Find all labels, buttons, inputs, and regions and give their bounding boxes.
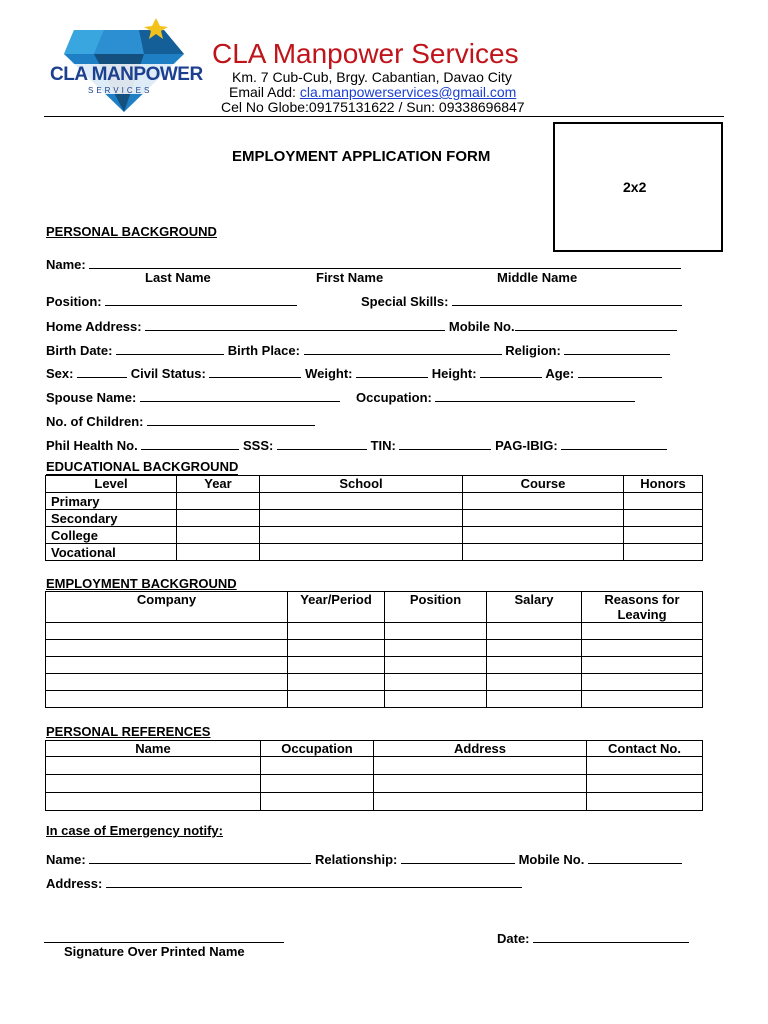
mobile-label: Mobile No. (448, 319, 515, 334)
education-header: Honors (624, 476, 703, 493)
education-level: College (46, 527, 177, 544)
table-cell[interactable] (624, 527, 703, 544)
employment-header: Salary (487, 592, 582, 623)
education-level: Vocational (46, 544, 177, 561)
table-row (46, 493, 703, 510)
table-row (46, 674, 703, 691)
special-skills-label: Special Skills: (361, 294, 449, 309)
employment-header: Position (385, 592, 487, 623)
employment-table (45, 591, 703, 708)
references-header: Contact No. (587, 741, 703, 757)
age-field[interactable] (578, 365, 662, 378)
table-cell[interactable] (624, 493, 703, 510)
company-email-line (229, 84, 516, 100)
employment-header: Company (46, 592, 288, 623)
employment-section-title: EMPLOYMENT BACKGROUND (46, 576, 237, 591)
education-table (45, 475, 703, 561)
table-cell[interactable] (463, 493, 624, 510)
references-section-title: PERSONAL REFERENCES (46, 724, 211, 739)
spouse-row (46, 389, 340, 405)
height-label: Height: (431, 366, 477, 381)
tin-field[interactable] (399, 437, 491, 450)
table-cell[interactable] (582, 674, 703, 691)
birth-date-field[interactable] (116, 342, 224, 355)
logo-text: CLA MANPOWER (50, 64, 203, 85)
date-label: Date: (497, 931, 530, 946)
table-cell[interactable] (46, 623, 288, 640)
education-level: Secondary (46, 510, 177, 527)
table-cell[interactable] (260, 493, 463, 510)
table-cell[interactable] (374, 775, 587, 793)
table-cell[interactable] (385, 674, 487, 691)
home-address-field[interactable] (145, 318, 445, 331)
company-phone: Cel No Globe:09175131622 / Sun: 09338696847 (221, 99, 525, 115)
special-skills-field[interactable] (452, 293, 682, 306)
children-field[interactable] (147, 413, 315, 426)
emergency-row (46, 851, 682, 867)
table-cell[interactable] (582, 623, 703, 640)
table-cell[interactable] (487, 691, 582, 708)
philhealth-label: Phil Health No. (46, 438, 138, 453)
children-label: No. of Children: (46, 414, 144, 429)
emergency-address-field[interactable] (106, 875, 522, 888)
pagibig-field[interactable] (561, 437, 667, 450)
table-row (46, 640, 703, 657)
spouse-field[interactable] (140, 389, 340, 402)
table-cell[interactable] (46, 657, 288, 674)
education-header: School (260, 476, 463, 493)
email-label: Email Add: (229, 84, 296, 100)
spouse-label: Spouse Name: (46, 390, 137, 405)
references-table (45, 740, 703, 811)
birth-place-label: Birth Place: (227, 343, 300, 358)
religion-label: Religion: (505, 343, 561, 358)
table-cell[interactable] (385, 623, 487, 640)
name-label: Name: (46, 257, 86, 272)
table-row (46, 527, 703, 544)
philhealth-field[interactable] (141, 437, 239, 450)
education-header: Year (177, 476, 260, 493)
pagibig-label: PAG-IBIG: (495, 438, 558, 453)
table-cell[interactable] (46, 691, 288, 708)
photo-box[interactable] (553, 122, 723, 252)
company-address: Km. 7 Cub-Cub, Brgy. Cabantian, Davao City (232, 69, 512, 85)
occupation-label: Occupation: (356, 390, 432, 405)
relationship-label: Relationship: (315, 852, 398, 867)
company-logo (44, 12, 204, 116)
home-address-row (46, 318, 677, 334)
civil-status-label: Civil Status: (130, 366, 206, 381)
religion-field[interactable] (564, 342, 670, 355)
first-name-caption: First Name (316, 270, 384, 285)
civil-status-field[interactable] (209, 365, 301, 378)
table-cell[interactable] (463, 527, 624, 544)
table-cell[interactable] (487, 674, 582, 691)
table-cell[interactable] (587, 775, 703, 793)
birth-date-label: Birth Date: (46, 343, 113, 358)
table-cell[interactable] (46, 640, 288, 657)
table-cell[interactable] (587, 793, 703, 811)
sex-label: Sex: (46, 366, 74, 381)
education-section-title: EDUCATIONAL BACKGROUND (46, 459, 239, 474)
position-field[interactable] (105, 293, 297, 306)
company-name: CLA Manpower Services (212, 38, 519, 69)
table-cell[interactable] (288, 657, 385, 674)
home-address-label: Home Address: (46, 319, 142, 334)
table-cell[interactable] (288, 623, 385, 640)
table-row (46, 657, 703, 674)
physical-row (46, 365, 662, 381)
table-cell[interactable] (46, 793, 261, 811)
table-cell[interactable] (587, 757, 703, 775)
table-cell[interactable] (260, 527, 463, 544)
table-row (46, 793, 703, 811)
table-row (46, 544, 703, 561)
references-header: Name (46, 741, 261, 757)
table-cell[interactable] (385, 691, 487, 708)
employment-header: Reasons for Leaving (582, 592, 703, 623)
skills-row (361, 293, 682, 309)
birth-place-field[interactable] (304, 342, 502, 355)
table-cell[interactable] (177, 493, 260, 510)
ids-row (46, 437, 667, 453)
table-cell[interactable] (177, 510, 260, 527)
table-cell[interactable] (288, 691, 385, 708)
table-cell[interactable] (487, 640, 582, 657)
education-header: Course (463, 476, 624, 493)
emergency-section-title: In case of Emergency notify: (46, 823, 223, 838)
logo-subtext: SERVICES (88, 86, 153, 95)
table-cell[interactable] (288, 640, 385, 657)
occupation-field[interactable] (435, 389, 635, 402)
age-label: Age: (545, 366, 575, 381)
header-divider (44, 116, 724, 117)
occupation-row (356, 389, 635, 405)
table-cell[interactable] (177, 527, 260, 544)
emergency-name-label: Name: (46, 852, 86, 867)
table-cell[interactable] (261, 775, 374, 793)
education-level: Primary (46, 493, 177, 510)
position-label: Position: (46, 294, 102, 309)
name-field[interactable] (89, 256, 681, 269)
table-cell[interactable] (288, 674, 385, 691)
table-row (46, 775, 703, 793)
table-cell[interactable] (46, 775, 261, 793)
table-cell[interactable] (374, 757, 587, 775)
sss-label: SSS: (242, 438, 274, 453)
relationship-field[interactable] (401, 851, 515, 864)
photo-label: 2x2 (623, 179, 647, 195)
references-header: Occupation (261, 741, 374, 757)
table-cell[interactable] (624, 544, 703, 561)
education-header: Level (46, 476, 177, 493)
table-cell[interactable] (177, 544, 260, 561)
table-row (46, 623, 703, 640)
table-cell[interactable] (260, 510, 463, 527)
table-cell[interactable] (463, 510, 624, 527)
sex-field[interactable] (77, 365, 127, 378)
table-cell[interactable] (582, 640, 703, 657)
emergency-address-row (46, 875, 522, 891)
emergency-address-label: Address: (46, 876, 103, 891)
emergency-name-field[interactable] (89, 851, 311, 864)
table-cell[interactable] (582, 657, 703, 674)
signature-line[interactable] (44, 942, 284, 943)
middle-name-caption: Middle Name (497, 270, 578, 285)
table-cell[interactable] (260, 544, 463, 561)
date-field[interactable] (533, 930, 689, 943)
table-cell[interactable] (261, 793, 374, 811)
table-row (46, 757, 703, 775)
tin-label: TIN: (370, 438, 396, 453)
weight-field[interactable] (356, 365, 428, 378)
table-cell[interactable] (487, 623, 582, 640)
email-link[interactable]: cla.manpowerservices@gmail.com (299, 84, 517, 100)
references-header: Address (374, 741, 587, 757)
personal-section-title: PERSONAL BACKGROUND (46, 224, 217, 239)
emergency-mobile-label: Mobile No. (518, 852, 585, 867)
children-row (46, 413, 315, 429)
sss-field[interactable] (277, 437, 367, 450)
mobile-field[interactable] (515, 318, 677, 331)
date-row (497, 930, 689, 946)
last-name-caption: Last Name (145, 270, 211, 285)
emergency-mobile-field[interactable] (588, 851, 682, 864)
table-cell[interactable] (624, 510, 703, 527)
table-cell[interactable] (261, 757, 374, 775)
birth-row (46, 342, 670, 358)
table-cell[interactable] (374, 793, 587, 811)
weight-label: Weight: (305, 366, 353, 381)
table-cell[interactable] (582, 691, 703, 708)
height-field[interactable] (480, 365, 542, 378)
position-row (46, 293, 297, 309)
table-cell[interactable] (463, 544, 624, 561)
signature-label: Signature Over Printed Name (64, 944, 245, 959)
employment-header: Year/Period (288, 592, 385, 623)
table-cell[interactable] (46, 757, 261, 775)
form-title: EMPLOYMENT APPLICATION FORM (232, 148, 491, 165)
table-row (46, 510, 703, 527)
table-row (46, 691, 703, 708)
table-cell[interactable] (385, 640, 487, 657)
table-cell[interactable] (487, 657, 582, 674)
table-cell[interactable] (385, 657, 487, 674)
table-cell[interactable] (46, 674, 288, 691)
